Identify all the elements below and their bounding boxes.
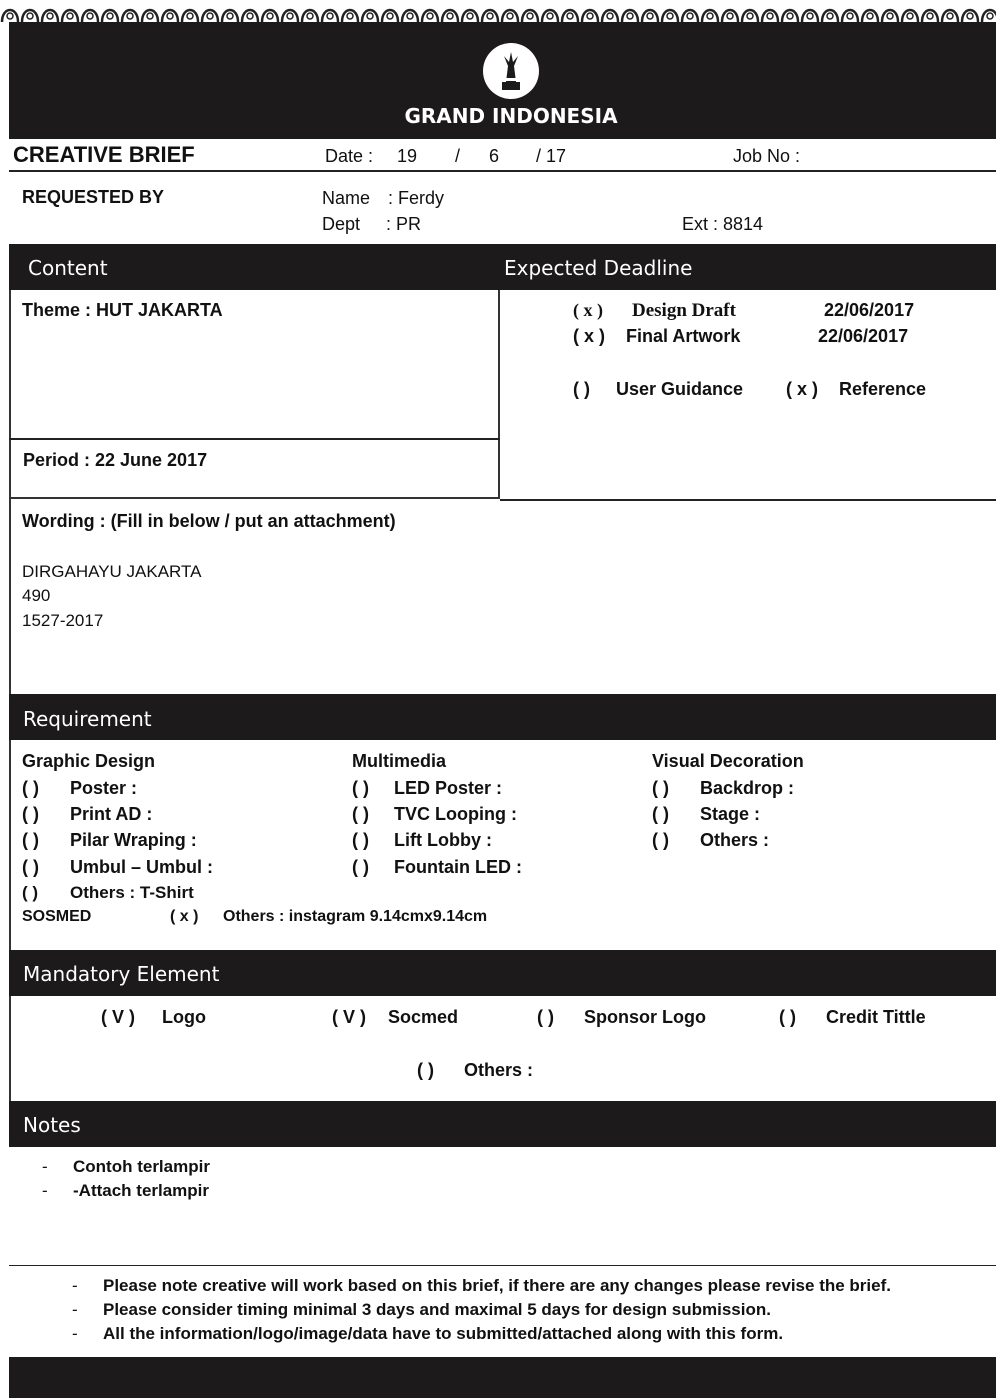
wording-line-1: DIRGAHAYU JAKARTA [22, 562, 202, 581]
final-artwork-checkbox[interactable]: ( x ) [573, 326, 606, 346]
footer-note-3: All the information/logo/image/data have to submitted/attached along with this form. [103, 1324, 784, 1343]
deadline-bottom-border [500, 499, 996, 501]
requested-by-label: REQUESTED BY [22, 187, 165, 207]
content-divider [9, 438, 500, 440]
others-tshirt-label: Others : T-Shirt [70, 883, 194, 902]
date-label: Date : [325, 146, 374, 166]
umbul-label: Umbul – Umbul : [70, 857, 213, 877]
user-guidance-label: User Guidance [616, 379, 744, 399]
final-artwork-label: Final Artwork [626, 326, 741, 346]
fountain-led-checkbox[interactable]: ( ) [352, 857, 369, 877]
wording-label: Wording : (Fill in below / put an attachment) [22, 511, 396, 531]
backdrop-checkbox[interactable]: ( ) [652, 778, 669, 798]
content-heading: Content [28, 256, 108, 280]
date-month: 6 [489, 146, 500, 166]
name-label: Name [322, 188, 371, 208]
pilar-wraping-checkbox[interactable]: ( ) [22, 830, 39, 850]
visual-decoration-title: Visual Decoration [652, 751, 804, 771]
content-deadline-band [9, 244, 996, 290]
notes-heading: Notes [23, 1113, 81, 1137]
date-separator: / [455, 146, 461, 166]
fountain-led-label: Fountain LED : [394, 857, 522, 877]
page-title: CREATIVE BRIEF [13, 142, 195, 167]
footer-dash-1: - [72, 1276, 78, 1295]
stage-checkbox[interactable]: ( ) [652, 804, 669, 824]
dept-value: : PR [386, 214, 422, 234]
footer-dash-2: - [72, 1300, 78, 1319]
notes-dash-2: - [42, 1181, 48, 1200]
lift-lobby-checkbox[interactable]: ( ) [352, 830, 369, 850]
mandatory-left-border [9, 996, 11, 1101]
lift-lobby-label: Lift Lobby : [394, 830, 492, 850]
tvc-looping-checkbox[interactable]: ( ) [352, 804, 369, 824]
job-number-label: Job No : [733, 146, 801, 166]
final-artwork-date: 22/06/2017 [818, 326, 909, 346]
credit-title-checkbox[interactable]: ( ) [779, 1007, 796, 1027]
design-draft-date: 22/06/2017 [824, 300, 915, 320]
print-ad-label: Print AD : [70, 804, 153, 824]
reference-checkbox[interactable]: ( x ) [786, 379, 819, 399]
socmed-checkbox[interactable]: ( V ) [332, 1007, 366, 1027]
others-decoration-checkbox[interactable]: ( ) [652, 830, 669, 850]
divider [9, 170, 996, 172]
design-draft-checkbox[interactable]: ( x ) [573, 300, 603, 320]
pilar-wraping-label: Pilar Wraping : [70, 830, 197, 850]
date-day: 19 [397, 146, 418, 166]
name-value: : Ferdy [388, 188, 445, 208]
sosmed-text: Others : instagram 9.14cmx9.14cm [223, 908, 488, 925]
notes-item-2: -Attach terlampir [73, 1181, 210, 1200]
brand-name: GRAND INDONESIA [404, 104, 618, 128]
notes-band [9, 1101, 996, 1147]
sosmed-label: SOSMED [22, 908, 92, 925]
multimedia-title: Multimedia [352, 751, 447, 771]
others-decoration-label: Others : [700, 830, 770, 850]
notes-divider [9, 1265, 996, 1266]
print-ad-checkbox[interactable]: ( ) [22, 804, 39, 824]
umbul-checkbox[interactable]: ( ) [22, 857, 39, 877]
decorative-border [0, 0, 996, 24]
sosmed-checkbox[interactable]: ( x ) [170, 908, 199, 925]
credit-title-label: Credit Tittle [826, 1007, 926, 1027]
logo-label: Logo [162, 1007, 206, 1027]
notes-dash-1: - [42, 1157, 48, 1176]
reference-label: Reference [839, 379, 927, 399]
socmed-label: Socmed [388, 1007, 459, 1027]
requirement-band [9, 694, 996, 740]
notes-item-1: Contoh terlampir [73, 1157, 210, 1176]
wording-box [9, 499, 11, 694]
others-tshirt-checkbox[interactable]: ( ) [22, 883, 39, 902]
led-poster-label: LED Poster : [394, 778, 503, 798]
footer-band [9, 1357, 996, 1398]
sponsor-logo-checkbox[interactable]: ( ) [537, 1007, 554, 1027]
period-text: Period : 22 June 2017 [23, 450, 208, 470]
extension: Ext : 8814 [682, 214, 764, 234]
requirement-heading: Requirement [23, 707, 152, 731]
others-mandatory-label: Others : [464, 1060, 534, 1080]
user-guidance-checkbox[interactable]: ( ) [573, 379, 590, 399]
wording-line-3: 1527-2017 [22, 611, 104, 630]
design-draft-label: Design Draft [632, 300, 736, 321]
requirement-left-border [9, 740, 11, 950]
led-poster-checkbox[interactable]: ( ) [352, 778, 369, 798]
mandatory-heading: Mandatory Element [23, 962, 220, 986]
dept-label: Dept [322, 214, 361, 234]
date-year: / 17 [536, 146, 567, 166]
footer-dash-3: - [72, 1324, 78, 1343]
backdrop-label: Backdrop : [700, 778, 795, 798]
tvc-looping-label: TVC Looping : [394, 804, 517, 824]
footer-note-2: Please consider timing minimal 3 days and maximal 5 days for design submission. [103, 1300, 771, 1319]
graphic-design-title: Graphic Design [22, 751, 156, 771]
deadline-heading: Expected Deadline [504, 256, 693, 280]
wording-line-2: 490 [22, 586, 51, 605]
logo-checkbox[interactable]: ( V ) [101, 1007, 135, 1027]
poster-label: Poster : [70, 778, 138, 798]
theme-text: Theme : HUT JAKARTA [22, 300, 223, 320]
poster-checkbox[interactable]: ( ) [22, 778, 39, 798]
stage-label: Stage : [700, 804, 761, 824]
others-mandatory-checkbox[interactable]: ( ) [417, 1060, 434, 1080]
footer-note-1: Please note creative will work based on this brief, if there are any changes please revise the brief. [103, 1276, 891, 1295]
sponsor-logo-label: Sponsor Logo [584, 1007, 706, 1027]
grand-indonesia-logo-icon [482, 42, 540, 100]
